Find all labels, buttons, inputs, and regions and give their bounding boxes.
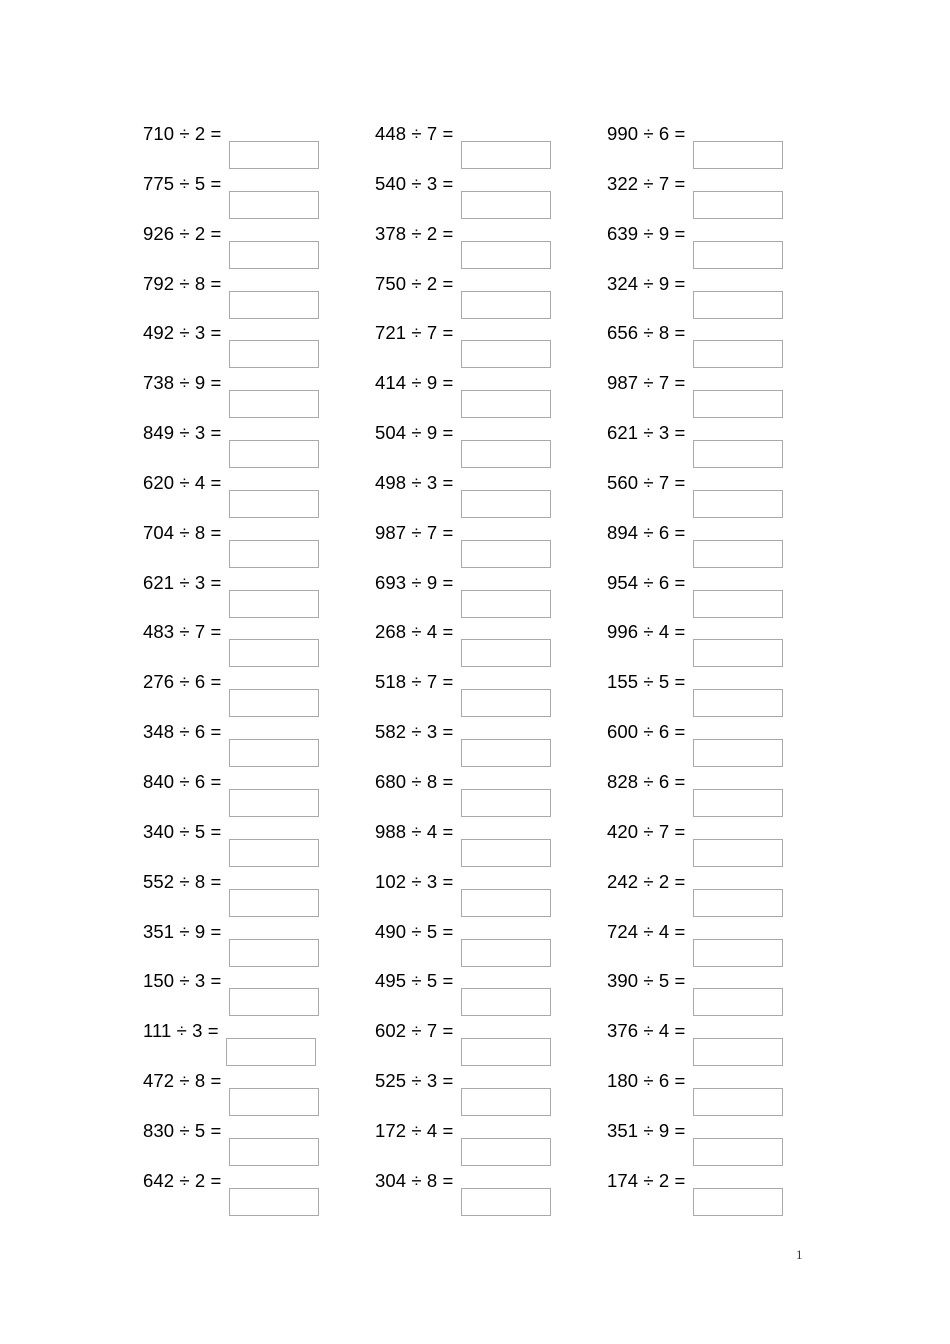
division-expression: 324 ÷ 9 = [607, 272, 686, 294]
division-expression: 498 ÷ 3 = [375, 471, 454, 493]
division-expression: 987 ÷ 7 = [607, 372, 686, 394]
division-expression: 102 ÷ 3 = [375, 870, 454, 892]
problem-row [375, 370, 575, 420]
answer-box[interactable] [461, 291, 551, 319]
division-expression: 351 ÷ 9 = [143, 920, 222, 942]
division-expression: 710 ÷ 2 = [143, 123, 222, 144]
problem-row [607, 869, 807, 919]
division-expression: 602 ÷ 7 = [375, 1020, 454, 1042]
problem-row [375, 669, 575, 719]
division-expression: 926 ÷ 2 = [143, 222, 222, 244]
problem-column-2 [375, 121, 575, 1218]
problem-row [143, 420, 343, 470]
answer-box[interactable] [461, 1038, 551, 1066]
answer-box[interactable] [693, 789, 783, 817]
answer-box[interactable] [693, 839, 783, 867]
answer-box[interactable] [461, 1138, 551, 1166]
problem-row [375, 619, 575, 669]
problem-column-3 [607, 121, 807, 1218]
division-expression: 525 ÷ 3 = [375, 1070, 454, 1092]
answer-box[interactable] [461, 390, 551, 418]
division-expression: 840 ÷ 6 = [143, 770, 222, 792]
problem-row [375, 121, 575, 171]
answer-box[interactable] [226, 1038, 316, 1066]
division-expression: 721 ÷ 7 = [375, 322, 454, 344]
answer-box[interactable] [693, 291, 783, 319]
division-expression: 750 ÷ 2 = [375, 272, 454, 294]
answer-box[interactable] [461, 141, 551, 169]
problem-row [143, 171, 343, 221]
problem-row [607, 919, 807, 969]
problem-row [607, 1018, 807, 1068]
problem-row [375, 221, 575, 271]
division-expression: 351 ÷ 9 = [607, 1119, 686, 1141]
division-expression: 276 ÷ 6 = [143, 671, 222, 693]
division-expression: 472 ÷ 8 = [143, 1070, 222, 1092]
problem-row [143, 221, 343, 271]
division-expression: 724 ÷ 4 = [607, 920, 686, 942]
answer-box[interactable] [693, 490, 783, 518]
answer-box[interactable] [229, 490, 319, 518]
answer-box[interactable] [461, 789, 551, 817]
problem-row [143, 520, 343, 570]
division-expression: 996 ÷ 4 = [607, 621, 686, 643]
answer-box[interactable] [229, 789, 319, 817]
division-expression: 378 ÷ 2 = [375, 222, 454, 244]
answer-box[interactable] [461, 988, 551, 1016]
answer-box[interactable] [229, 141, 319, 169]
problem-row [607, 669, 807, 719]
answer-box[interactable] [693, 440, 783, 468]
answer-box[interactable] [229, 291, 319, 319]
answer-box[interactable] [693, 939, 783, 967]
answer-box[interactable] [693, 540, 783, 568]
division-expression: 621 ÷ 3 = [607, 422, 686, 444]
answer-box[interactable] [693, 1188, 783, 1216]
division-expression: 830 ÷ 5 = [143, 1119, 222, 1141]
answer-box[interactable] [229, 889, 319, 917]
problem-row [375, 869, 575, 919]
division-expression: 642 ÷ 2 = [143, 1169, 222, 1191]
division-expression: 990 ÷ 6 = [607, 123, 686, 144]
division-expression: 390 ÷ 5 = [607, 970, 686, 992]
division-expression: 738 ÷ 9 = [143, 372, 222, 394]
division-expression: 172 ÷ 4 = [375, 1119, 454, 1141]
answer-box[interactable] [461, 490, 551, 518]
problem-row [375, 1168, 575, 1218]
division-expression: 504 ÷ 9 = [375, 422, 454, 444]
answer-box[interactable] [461, 540, 551, 568]
problem-row [375, 1018, 575, 1068]
division-expression: 560 ÷ 7 = [607, 471, 686, 493]
problem-row [607, 221, 807, 271]
answer-box[interactable] [693, 141, 783, 169]
answer-box[interactable] [229, 590, 319, 618]
division-expression: 775 ÷ 5 = [143, 172, 222, 194]
answer-box[interactable] [461, 340, 551, 368]
answer-box[interactable] [229, 390, 319, 418]
problem-row [607, 1118, 807, 1168]
division-expression: 540 ÷ 3 = [375, 172, 454, 194]
answer-box[interactable] [693, 340, 783, 368]
problem-row [375, 320, 575, 370]
division-expression: 582 ÷ 3 = [375, 721, 454, 743]
division-expression: 894 ÷ 6 = [607, 521, 686, 543]
division-expression: 518 ÷ 7 = [375, 671, 454, 693]
division-expression: 495 ÷ 5 = [375, 970, 454, 992]
problem-row [607, 619, 807, 669]
division-expression: 242 ÷ 2 = [607, 870, 686, 892]
problem-row [143, 470, 343, 520]
answer-box[interactable] [693, 689, 783, 717]
problem-row [607, 320, 807, 370]
problem-row [143, 819, 343, 869]
problem-row [375, 719, 575, 769]
answer-box[interactable] [693, 390, 783, 418]
answer-box[interactable] [461, 939, 551, 967]
problem-row [375, 769, 575, 819]
answer-box[interactable] [693, 988, 783, 1016]
answer-box[interactable] [229, 689, 319, 717]
problem-row [143, 320, 343, 370]
division-expression: 954 ÷ 6 = [607, 571, 686, 593]
problem-row [143, 121, 343, 171]
problem-row [607, 520, 807, 570]
division-expression: 155 ÷ 5 = [607, 671, 686, 693]
answer-box[interactable] [693, 590, 783, 618]
problem-row [375, 420, 575, 470]
answer-box[interactable] [229, 340, 319, 368]
problem-row [607, 420, 807, 470]
answer-box[interactable] [461, 639, 551, 667]
answer-box[interactable] [229, 639, 319, 667]
division-expression: 492 ÷ 3 = [143, 322, 222, 344]
division-expression: 849 ÷ 3 = [143, 422, 222, 444]
division-expression: 490 ÷ 5 = [375, 920, 454, 942]
problem-row [607, 121, 807, 171]
division-expression: 639 ÷ 9 = [607, 222, 686, 244]
division-expression: 988 ÷ 4 = [375, 820, 454, 842]
division-expression: 414 ÷ 9 = [375, 372, 454, 394]
problem-row [375, 271, 575, 321]
problem-row [143, 271, 343, 321]
answer-box[interactable] [461, 739, 551, 767]
division-expression: 656 ÷ 8 = [607, 322, 686, 344]
answer-box[interactable] [229, 739, 319, 767]
division-expression: 600 ÷ 6 = [607, 721, 686, 743]
problem-row [143, 669, 343, 719]
answer-box[interactable] [229, 1188, 319, 1216]
page-number: 1 [796, 1247, 803, 1262]
answer-box[interactable] [229, 241, 319, 269]
problem-row [607, 171, 807, 221]
problem-row [143, 968, 343, 1018]
answer-box[interactable] [229, 939, 319, 967]
problem-row [607, 819, 807, 869]
division-expression: 828 ÷ 6 = [607, 770, 686, 792]
problem-row [375, 919, 575, 969]
problem-row [143, 619, 343, 669]
division-expression: 348 ÷ 6 = [143, 721, 222, 743]
problem-row [607, 719, 807, 769]
division-expression: 483 ÷ 7 = [143, 621, 222, 643]
division-expression: 987 ÷ 7 = [375, 521, 454, 543]
answer-box[interactable] [461, 440, 551, 468]
answer-box[interactable] [229, 839, 319, 867]
division-expression: 620 ÷ 4 = [143, 471, 222, 493]
problem-row [375, 570, 575, 620]
answer-box[interactable] [229, 540, 319, 568]
division-expression: 174 ÷ 2 = [607, 1169, 686, 1191]
problem-row [143, 1018, 343, 1068]
problem-row [143, 1168, 343, 1218]
answer-box[interactable] [461, 241, 551, 269]
division-expression: 693 ÷ 9 = [375, 571, 454, 593]
division-expression: 111 ÷ 3 = [143, 1020, 219, 1042]
division-expression: 180 ÷ 6 = [607, 1070, 686, 1092]
problem-row [143, 1068, 343, 1118]
division-expression: 150 ÷ 3 = [143, 970, 222, 992]
division-expression: 304 ÷ 8 = [375, 1169, 454, 1191]
answer-box[interactable] [693, 1038, 783, 1066]
answer-box[interactable] [229, 1138, 319, 1166]
problem-row [143, 1118, 343, 1168]
answer-box[interactable] [693, 889, 783, 917]
problem-row [143, 370, 343, 420]
problem-row [143, 769, 343, 819]
division-expression: 420 ÷ 7 = [607, 820, 686, 842]
problem-row [607, 1168, 807, 1218]
division-expression: 792 ÷ 8 = [143, 272, 222, 294]
division-expression: 680 ÷ 8 = [375, 770, 454, 792]
problem-row [607, 1068, 807, 1118]
division-expression: 704 ÷ 8 = [143, 521, 222, 543]
division-expression: 621 ÷ 3 = [143, 571, 222, 593]
problem-column-1 [143, 121, 343, 1218]
problem-row [607, 769, 807, 819]
answer-box[interactable] [229, 191, 319, 219]
answer-box[interactable] [229, 1088, 319, 1116]
division-expression: 448 ÷ 7 = [375, 123, 454, 144]
problem-row [375, 819, 575, 869]
problem-row [375, 520, 575, 570]
problem-row [607, 968, 807, 1018]
answer-box[interactable] [461, 889, 551, 917]
problem-row [607, 370, 807, 420]
answer-box[interactable] [461, 1188, 551, 1216]
problem-row [375, 171, 575, 221]
answer-box[interactable] [229, 440, 319, 468]
division-expression: 322 ÷ 7 = [607, 172, 686, 194]
answer-box[interactable] [693, 639, 783, 667]
problem-row [143, 570, 343, 620]
answer-box[interactable] [461, 1088, 551, 1116]
problem-row [143, 719, 343, 769]
problem-row [143, 869, 343, 919]
division-expression: 376 ÷ 4 = [607, 1020, 686, 1042]
division-expression: 268 ÷ 4 = [375, 621, 454, 643]
answer-box[interactable] [693, 1138, 783, 1166]
answer-box[interactable] [693, 739, 783, 767]
problem-row [143, 919, 343, 969]
answer-box[interactable] [693, 1088, 783, 1116]
answer-box[interactable] [693, 191, 783, 219]
division-expression: 340 ÷ 5 = [143, 820, 222, 842]
division-expression: 552 ÷ 8 = [143, 870, 222, 892]
answer-box[interactable] [461, 839, 551, 867]
answer-box[interactable] [461, 689, 551, 717]
answer-box[interactable] [461, 590, 551, 618]
answer-box[interactable] [693, 241, 783, 269]
problem-row [375, 968, 575, 1018]
problem-row [607, 271, 807, 321]
problem-row [607, 570, 807, 620]
answer-box[interactable] [229, 988, 319, 1016]
answer-box[interactable] [461, 191, 551, 219]
problem-row [375, 1068, 575, 1118]
problem-row [375, 1118, 575, 1168]
problem-row [607, 470, 807, 520]
problem-row [375, 470, 575, 520]
